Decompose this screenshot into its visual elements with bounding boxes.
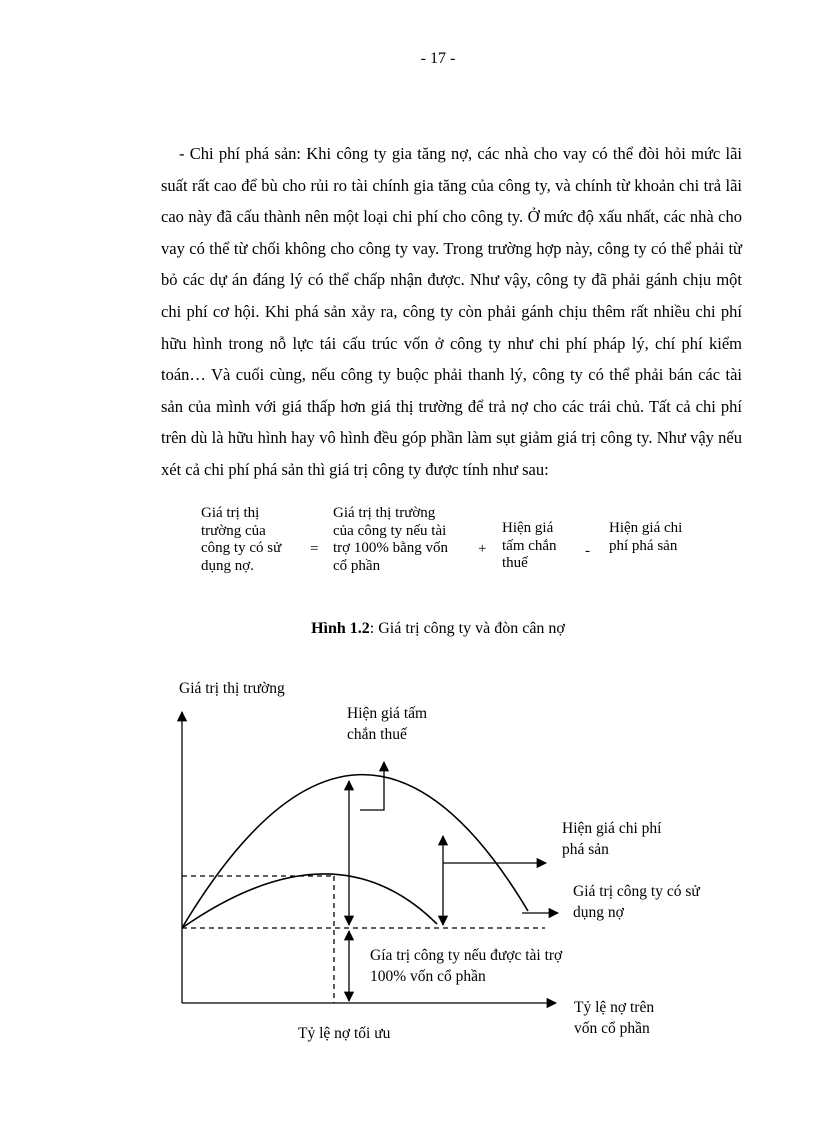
- bankruptcy-cost-label: Hiện giá chi phí phá sản: [562, 820, 662, 858]
- optimal-debt-label: Tỷ lệ nợ tối ưu: [298, 1025, 391, 1042]
- equation-plus: +: [478, 541, 487, 557]
- figure-caption-text: : Giá trị công ty và đòn cân nợ: [369, 620, 565, 637]
- equation-equals: =: [310, 541, 319, 557]
- tax-shield-label: Hiện giá tấm chắn thuế: [347, 705, 428, 743]
- equation-term-unlevered-value: Giá trị thị trường của công ty nếu tài trợ 100% bằng vốn cổ phần: [333, 505, 448, 574]
- equation-term-bankruptcy-cost: Hiện giá chi phí phá sản: [609, 520, 683, 554]
- equation-minus: -: [585, 543, 590, 559]
- y-axis-label: Giá trị thị trường: [179, 680, 285, 697]
- tax-shield-curve: [182, 775, 528, 928]
- levered-value-label: Giá trị công ty có sử dụng nợ: [573, 883, 700, 921]
- equation-term-tax-shield: Hiện giá tấm chắn thuế: [502, 520, 557, 571]
- equation-term-levered-value: Giá trị thị trường của công ty có sử dụng nợ.: [201, 505, 282, 574]
- x-axis-label: Tỷ lệ nợ trên vốn cổ phần: [574, 999, 655, 1037]
- body-paragraph: - Chi phí phá sản: Khi công ty gia tăng nợ, các nhà cho vay có thể đòi hỏi mức lãi suất rất cao để bù cho rủi ro tài chính gia tăng của công ty, và chính từ khoản chi trả lãi cao này đã cấu thành nên một loại chi phí cho công ty. Ở mức độ xấu nhất, các nhà cho vay có thể từ chối không cho công ty vay. Trong trường hợp này, công ty có thể phải từ bỏ các dự án đáng lý có thể chấp nhận được. Như vậy, công ty đã phải gánh chịu một chi phí cơ hội. Khi phá sản xảy ra, công ty còn phải gánh chịu thêm rất nhiều chi phí hữu hình trong nỗ lực tái cấu trúc vốn ở công ty như chi phí pháp lý, chí phí kiểm toán… Và cuối cùng, nếu công ty buộc phải thanh lý, công ty có thể phải bán các tài sản của mình với giá thấp hơn giá thị trường để trả nợ cho các trái chủ. Tất cả chi phí trên dù là hữu hình hay vô hình đều góp phần làm sụt giảm giá trị công ty. Như vậy nếu xét cả chi phí phá sản thì giá trị công ty được tính như sau:: [161, 144, 742, 479]
- levered-value-curve: [182, 874, 437, 928]
- figure-caption-number: Hình 1.2: [311, 620, 370, 637]
- page-number: - 17 -: [420, 50, 456, 67]
- tax-shield-leader: [360, 762, 384, 810]
- unlevered-value-label: Gía trị công ty nếu được tài trợ 100% vốn cổ phần: [370, 947, 563, 985]
